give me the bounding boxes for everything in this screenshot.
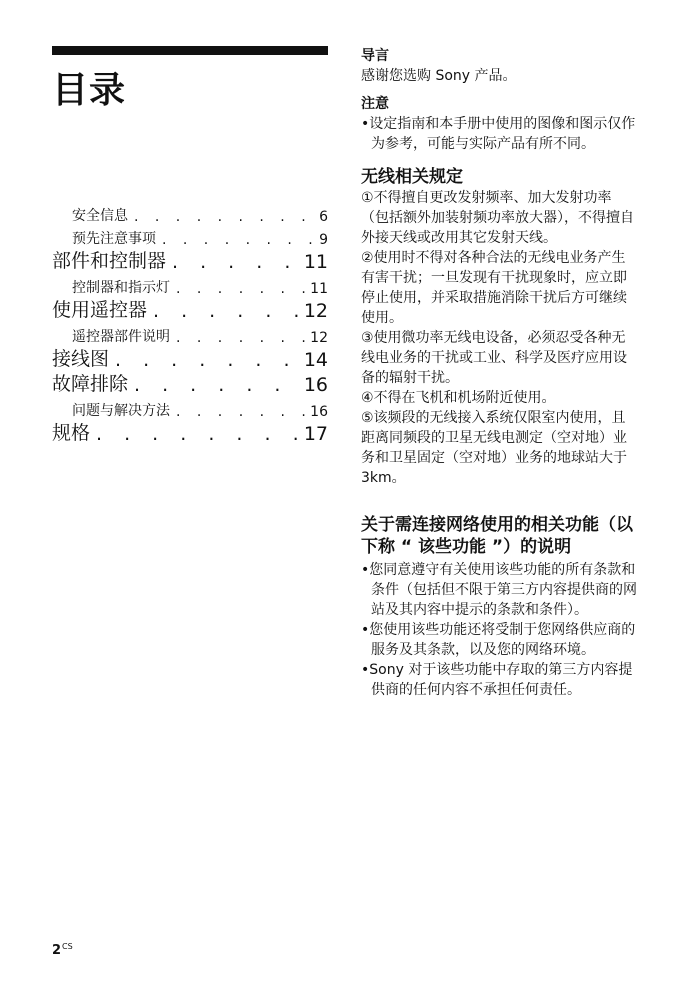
toc-entry-label: 控制器和指示灯 bbox=[72, 280, 170, 296]
toc-leader-dots bbox=[147, 300, 300, 322]
toc-entry-page: 12 bbox=[310, 330, 328, 346]
toc-entry-page: 17 bbox=[303, 423, 328, 445]
toc-entry-safety[interactable] bbox=[52, 202, 328, 225]
title-rule bbox=[52, 46, 328, 55]
notice-heading: 注意 bbox=[361, 96, 389, 112]
toc-entry-label: 接线图 bbox=[52, 348, 110, 370]
notice-bullet: •设定指南和本手册中使用的图像和图示仅作为参考，可能与实际产品有所不同。 bbox=[361, 116, 636, 152]
toc-entry-page: 14 bbox=[303, 349, 328, 371]
toc-leader-dots bbox=[128, 209, 315, 225]
toc-entry-page: 12 bbox=[303, 300, 328, 322]
toc-entry-label: 问题与解决方法 bbox=[72, 403, 170, 419]
toc-leader-dots bbox=[170, 330, 306, 346]
page-number-value: 2 bbox=[52, 943, 62, 958]
toc-entry-troubleshooting[interactable] bbox=[52, 372, 328, 396]
toc-entry-label: 遥控器部件说明 bbox=[72, 329, 170, 345]
network-heading: 关于需连接网络使用的相关功能（以下称 “ 该些功能 ”）的说明 bbox=[361, 515, 633, 557]
toc-leader-dots bbox=[128, 374, 300, 396]
toc-entry-label: 故障排除 bbox=[52, 373, 129, 395]
toc-entry-specifications[interactable] bbox=[52, 421, 328, 445]
toc-entry-page: 11 bbox=[310, 281, 328, 297]
network-bullet-2: •您使用该些功能还将受制于您网络供应商的服务及其条款，以及您的网络环境。 bbox=[361, 622, 636, 658]
toc-entry-page: 11 bbox=[303, 251, 328, 273]
wireless-item-4: ④不得在飞机和机场附近使用。 bbox=[361, 390, 556, 406]
wireless-item-2: ②使用时不得对各种合法的无线电业务产生有害干扰；一旦发现有干扰现象时，应立即停止使用，并采取措施消除干扰后方可继续使用。 bbox=[361, 250, 627, 326]
toc-entry-label: 预先注意事项 bbox=[72, 231, 156, 247]
toc-entry-precautions[interactable] bbox=[52, 225, 328, 248]
table-of-contents bbox=[52, 202, 328, 446]
wireless-heading: 无线相关规定 bbox=[361, 167, 463, 187]
toc-entry-remote-parts[interactable] bbox=[52, 323, 328, 346]
toc-entry-page: 16 bbox=[303, 374, 328, 396]
page-language-code: CS bbox=[62, 942, 73, 951]
toc-entry-remote[interactable] bbox=[52, 298, 328, 322]
toc-leader-dots bbox=[170, 281, 306, 297]
toc-header bbox=[52, 46, 328, 113]
network-bullet-1: •您同意遵守有关使用该些功能的所有条款和条件（包括但不限于第三方内容提供商的网站及其内容中提示的条款和条件）。 bbox=[361, 562, 637, 618]
toc-leader-dots bbox=[156, 232, 315, 248]
page-number bbox=[52, 942, 73, 958]
toc-entry-controls-indicators[interactable] bbox=[52, 274, 328, 297]
wireless-item-3: ③使用微功率无线电设备，必须忍受各种无线电业务的干扰或工业、科学及医疗应用设备的辐射干扰。 bbox=[361, 330, 627, 386]
network-bullet-3: •Sony 对于该些功能中存取的第三方内容提供商的任何内容不承担任何责任。 bbox=[361, 662, 633, 698]
toc-entry-label: 部件和控制器 bbox=[52, 250, 167, 272]
content-column bbox=[361, 46, 639, 700]
toc-entry-problems-solutions[interactable] bbox=[52, 397, 328, 420]
toc-entry-wiring[interactable] bbox=[52, 347, 328, 371]
wireless-item-1: ①不得擅自更改发射频率、加大发射功率（包括额外加装射频功率放大器），不得擅自外接天线或改用其它发射天线。 bbox=[361, 190, 634, 246]
wireless-item-5: ⑤该频段的无线接入系统仅限室内使用，且距离同频段的卫星无线电测定（空对地）业务和卫星固定（空对地）业务的地球站大于 3km。 bbox=[361, 410, 627, 486]
toc-entry-label: 使用遥控器 bbox=[52, 299, 148, 321]
toc-entry-page: 6 bbox=[319, 209, 328, 225]
intro-heading: 导言 bbox=[361, 48, 389, 64]
toc-leader-dots bbox=[90, 423, 300, 445]
toc-entry-label: 规格 bbox=[52, 422, 91, 444]
toc-entry-page: 16 bbox=[310, 404, 328, 420]
toc-entry-label: 安全信息 bbox=[72, 208, 128, 224]
intro-text: 感谢您选购 Sony 产品。 bbox=[361, 68, 517, 84]
toc-entry-parts[interactable] bbox=[52, 249, 328, 273]
toc-leader-dots bbox=[109, 349, 300, 371]
toc-entry-page: 9 bbox=[319, 232, 328, 248]
toc-leader-dots bbox=[166, 251, 300, 273]
toc-leader-dots bbox=[170, 404, 306, 420]
toc-title: 目录 bbox=[52, 70, 127, 111]
